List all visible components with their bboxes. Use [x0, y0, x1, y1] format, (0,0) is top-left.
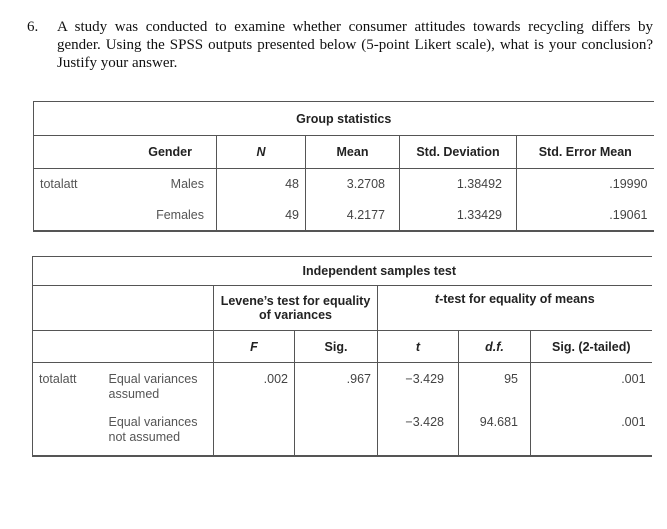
- header-sig: Sig.: [295, 331, 378, 363]
- se-cell: .19990: [517, 169, 654, 200]
- header-t: t: [378, 331, 459, 363]
- table-row: [34, 200, 654, 231]
- table-title: Group statistics: [296, 111, 392, 126]
- df-cell: 94.681: [459, 409, 531, 456]
- table-row: [33, 363, 652, 409]
- independent-samples-test-table: [32, 256, 652, 457]
- variable-label: totalatt: [40, 177, 78, 192]
- f-cell: .002: [214, 363, 295, 409]
- row-label: Equal variances assumed: [103, 363, 214, 409]
- question-text: A study was conducted to examine whether consumer attitudes towards recycling differs by gender. Using the SPSS outputs presented below (5-point Likert scale), what is your conclusion? Justify your answer.: [57, 19, 653, 71]
- header-mean: Mean: [306, 136, 400, 169]
- n-cell: 49: [217, 200, 306, 231]
- header-df: d.f.: [459, 331, 531, 363]
- table-row: [33, 409, 652, 456]
- t-cell: −3.428: [378, 409, 459, 456]
- table-title: Independent samples test: [302, 264, 457, 278]
- table-row: [34, 169, 654, 200]
- header-f: F: [214, 331, 295, 363]
- levene-header: Levene’s test for equality of variances: [214, 286, 378, 331]
- se-cell: .19061: [517, 200, 654, 231]
- row-label: Equal variances not assumed: [103, 409, 214, 456]
- n-cell: 48: [217, 169, 306, 200]
- gender-cell: Males: [170, 177, 204, 192]
- header-gender: Gender: [34, 136, 217, 169]
- sd-cell: 1.33429: [400, 200, 517, 231]
- sig2-cell: .001: [531, 363, 652, 409]
- header-std-deviation: Std. Deviation: [400, 136, 517, 169]
- header-std-error-mean: Std. Error Mean: [517, 136, 654, 169]
- sd-cell: 1.38492: [400, 169, 517, 200]
- group-statistics-table: [33, 101, 654, 232]
- ttest-header: t-test for equality of means: [378, 286, 652, 331]
- variable-label: totalatt: [33, 363, 103, 409]
- mean-cell: 4.2177: [306, 200, 400, 231]
- gender-cell: Females: [34, 200, 217, 231]
- sig2-cell: .001: [531, 409, 652, 456]
- f-cell: [214, 409, 295, 456]
- sig-cell: [295, 409, 378, 456]
- question-number: 6.: [27, 19, 39, 35]
- sig-cell: .967: [295, 363, 378, 409]
- mean-cell: 3.2708: [306, 169, 400, 200]
- t-cell: −3.429: [378, 363, 459, 409]
- header-n: N: [217, 136, 306, 169]
- header-sig-2-tailed: Sig. (2-tailed): [531, 331, 652, 363]
- df-cell: 95: [459, 363, 531, 409]
